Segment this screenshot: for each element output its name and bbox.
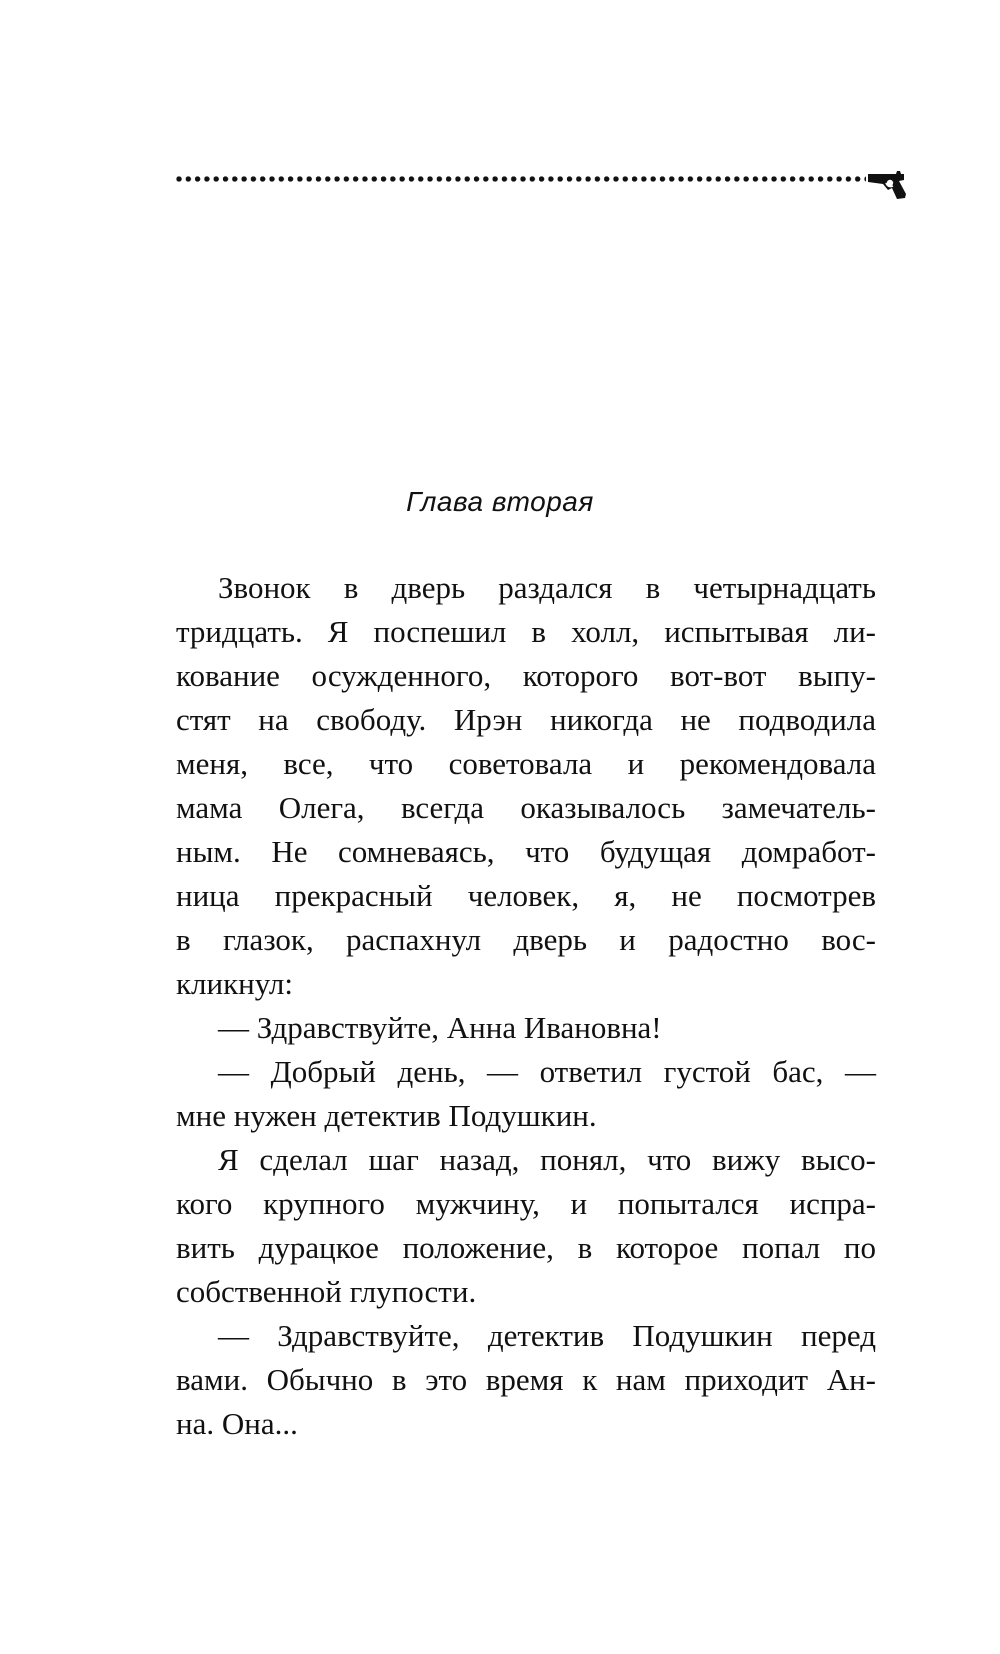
body-text [176, 566, 876, 1446]
text-line: собственной глупости. [176, 1274, 477, 1309]
dotted-rule [176, 176, 866, 182]
header-ornament [176, 166, 886, 202]
paragraph [176, 566, 876, 1006]
paragraph [176, 1138, 876, 1314]
text-line: кого крупного мужчину, и попытался испра- [176, 1186, 876, 1221]
text-line: стят на свободу. Ирэн никогда не подводила [176, 702, 876, 737]
text-line: меня, все, что советовала и рекомендовала [176, 746, 876, 781]
text-line: мама Олега, всегда оказывалось замечатель- [176, 790, 876, 825]
text-line: Я сделал шаг назад, понял, что вижу высо- [218, 1142, 876, 1177]
text-line: мне нужен детектив Подушкин. [176, 1098, 597, 1133]
text-line: вить дурацкое положение, в которое попал по [176, 1230, 876, 1265]
text-line: тридцать. Я поспешил в холл, испытывая ли- [176, 614, 876, 649]
text-line: — Добрый день, — ответил густой бас, — [218, 1054, 876, 1089]
text-line: вами. Обычно в это время к нам приходит Ан- [176, 1362, 876, 1397]
chapter-title: Глава вторая [406, 486, 594, 517]
text-line: на. Она... [176, 1406, 298, 1441]
text-line: — Здравствуйте, Анна Ивановна! [218, 1010, 662, 1045]
text-line: ным. Не сомневаясь, что будущая домработ- [176, 834, 876, 869]
text-line: в глазок, распахнул дверь и радостно вос- [176, 922, 876, 957]
text-line: — Здравствуйте, детектив Подушкин перед [218, 1318, 876, 1353]
text-line: Звонок в дверь раздался в четырнадцать [218, 570, 876, 605]
text-line: кликнул: [176, 966, 293, 1001]
text-line: ница прекрасный человек, я, не посмотрев [176, 878, 876, 913]
paragraph [176, 1050, 876, 1138]
text-line: кование осужденного, которого вот-вот выпу- [176, 658, 876, 693]
paragraph [176, 1314, 876, 1446]
paragraph [176, 1006, 876, 1050]
revolver-icon [866, 166, 912, 202]
